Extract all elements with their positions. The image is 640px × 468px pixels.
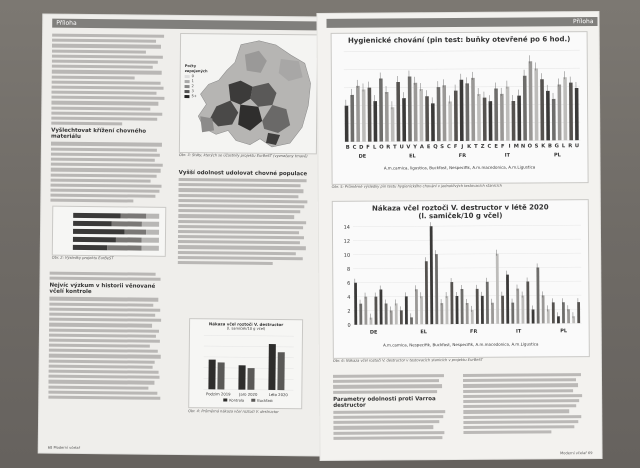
bar (547, 309, 550, 323)
small-chart-subtitle: (l. samiček/10 g včel) (226, 326, 266, 331)
left-heading-3: Nejvíc výzkum v historii věnované včelí kontrole (49, 282, 156, 296)
bar (374, 297, 377, 325)
x-tick-label: F (501, 143, 505, 150)
map-legend-title: Počty zapojených (184, 64, 208, 74)
map-legend (184, 64, 212, 99)
map-legend-item: 5+ (184, 94, 212, 99)
gridline (344, 50, 580, 52)
x-tick-label: R (568, 143, 573, 150)
small-chart-svg (189, 331, 302, 406)
right-heading-1: Parametry odolnosti proti Varroa destructor (333, 395, 436, 409)
hbar-segment (116, 237, 142, 242)
hbar-segment (112, 221, 142, 226)
x-tick-label: T (393, 144, 397, 151)
hygiene-chart-title: Hygienické chování (pin test: buňky otevřené po 6 hod.) (347, 35, 571, 45)
small-chart-title: Nákaza včel roztoči V. destructor (208, 321, 284, 328)
bar (380, 290, 383, 325)
left-column-text (50, 32, 170, 203)
gridline (353, 295, 581, 297)
mite-chart-caption: Obr. 6: Nákaza včel roztoči V. destructor v testovacích stanicích v projektu EurBeST (332, 357, 484, 363)
x-tick-label: Léto 2020 (268, 391, 288, 397)
bar (356, 86, 360, 142)
bar (454, 91, 458, 141)
bar (512, 101, 516, 141)
y-tick-label: 12 (343, 238, 351, 245)
gridline (353, 267, 581, 269)
country-label: IT (504, 152, 511, 159)
x-tick-label: K (541, 143, 546, 150)
bar (529, 61, 533, 140)
y-tick-label: 6 (347, 280, 351, 287)
right-header-label: Příloha (573, 18, 594, 26)
bar (562, 302, 565, 323)
hbar-segment (73, 213, 120, 218)
x-tick-label: B (345, 144, 350, 151)
country-label: DE (358, 153, 367, 160)
bar (575, 88, 579, 140)
bar (494, 89, 498, 141)
left-lower-text (48, 270, 168, 446)
gridline (353, 253, 581, 255)
bar (511, 303, 514, 324)
bar (395, 303, 398, 324)
bar (532, 309, 535, 323)
right-left-text (333, 372, 452, 453)
x-tick-label: A (419, 144, 424, 151)
bar (379, 79, 383, 142)
legend-swatch (251, 398, 255, 401)
x-tick-label: I (508, 143, 511, 150)
bar (460, 80, 464, 141)
country-label: EL (409, 153, 416, 160)
x-tick-label: K (467, 143, 472, 150)
hygiene-chart-caption: Obr. 5: Průměrné výsledky pin testu hygienického chování v jednotlivých testovacích stanicích (331, 183, 502, 189)
mite-chart (332, 199, 590, 359)
x-tick-label: U (399, 144, 404, 151)
bar (534, 68, 538, 140)
map-legend-item: 0 (185, 74, 213, 79)
bar (419, 89, 423, 141)
bar (362, 89, 366, 141)
x-tick-label: J (461, 143, 464, 150)
hygiene-chart-svg (332, 44, 588, 181)
hbar-segment (142, 222, 159, 227)
bar (440, 303, 443, 324)
bar (277, 352, 284, 390)
right-header-bar (326, 17, 597, 28)
hbar-chart (52, 206, 167, 257)
bar (364, 297, 367, 325)
hbar-segment (142, 238, 159, 243)
europe-map (179, 33, 318, 154)
hbar-segment (73, 229, 125, 235)
x-tick-label: F (453, 144, 458, 151)
bar (523, 76, 527, 141)
bar (448, 101, 452, 141)
gridline (353, 225, 581, 227)
bar (385, 304, 388, 325)
bar (476, 289, 479, 324)
x-tick-label: C (487, 143, 492, 150)
bar (208, 359, 215, 389)
hbar-segment (73, 245, 107, 250)
right-footer: Moderní včelař 69 (560, 451, 593, 456)
x-tick-label: D (359, 144, 364, 151)
bar (410, 317, 413, 324)
bar (402, 98, 406, 141)
bar (572, 316, 575, 323)
small-chart-caption: Obr. 4: Průměrná nákaza včel roztoči V. destructor (188, 409, 279, 415)
x-tick-label: U (574, 143, 580, 150)
bar (345, 106, 349, 142)
x-tick-label: B (548, 143, 553, 150)
hbar-caption: Obr. 2: Výsledky projektu EurBeST (51, 255, 114, 261)
x-tick-label: Y (413, 144, 418, 151)
x-tick-label: C (352, 144, 357, 151)
gridline (344, 68, 580, 70)
bar (567, 309, 570, 323)
bar (456, 296, 459, 324)
bar (354, 283, 357, 325)
bar (491, 303, 494, 324)
map-legend-item: 2 (185, 84, 213, 89)
bar (385, 92, 389, 142)
y-tick-label: 2 (347, 308, 351, 315)
left-header-label: Příloha (56, 19, 77, 27)
chart1-legend: A.m.carnica, ligustica, Buckfast, Nespecifik, A.m.macedonica, A.m.Ligustica (383, 164, 536, 171)
x-tick-label: F (366, 144, 370, 151)
bar (471, 78, 475, 141)
bar (486, 282, 489, 324)
bar (489, 101, 493, 141)
bar (471, 310, 474, 324)
x-tick-label: S (534, 143, 539, 150)
map-legend-item: 3 (184, 89, 212, 94)
mite-chart-svg (333, 219, 589, 359)
y-tick-label: 8 (347, 266, 351, 273)
country-label: EL (420, 329, 427, 336)
hbar-segment (120, 213, 146, 218)
left-footer: 68 Moderní včelař (47, 445, 81, 450)
bar (542, 295, 545, 323)
x-tick-label: E (494, 143, 498, 150)
legend-swatch (223, 398, 227, 401)
map-legend-item: 1 (185, 79, 213, 84)
x-tick-label: S (440, 144, 445, 151)
bar (516, 289, 519, 324)
bar (461, 289, 464, 324)
hbar-segment (73, 237, 116, 242)
bar (500, 94, 504, 141)
x-tick-label: O (527, 143, 533, 150)
x-tick-label: V (406, 144, 411, 151)
bar (552, 302, 555, 323)
bar (477, 94, 481, 141)
bar (414, 83, 418, 142)
y-tick-label: 14 (343, 224, 350, 231)
bar (526, 282, 529, 324)
gridline (353, 239, 581, 241)
bar (563, 77, 567, 140)
x-tick-label: R (386, 144, 391, 151)
bar (465, 83, 469, 141)
bar (408, 77, 412, 142)
bar (425, 261, 428, 324)
hbar-chart-svg (53, 207, 165, 256)
bar (577, 302, 580, 323)
bar (396, 82, 400, 141)
x-tick-label: Q (433, 144, 438, 151)
bar (405, 296, 408, 324)
bar (391, 107, 395, 141)
country-label: PL (560, 328, 568, 335)
bar (450, 282, 453, 324)
left-heading-2: Vyšší odolnost udolovat chovné populace (178, 169, 308, 178)
country-label: IT (516, 328, 522, 335)
y-tick-label: 10 (343, 252, 351, 259)
x-tick-label: E (426, 144, 431, 151)
x-tick-label: L (561, 143, 566, 150)
bar (425, 96, 429, 141)
bar (437, 87, 441, 141)
bar (431, 103, 435, 141)
x-tick-label: Z (480, 143, 485, 150)
bar (506, 275, 509, 324)
bar (373, 101, 377, 142)
bar (569, 83, 573, 141)
bar (481, 296, 484, 324)
hbar-segment (73, 221, 112, 226)
bar (442, 85, 446, 141)
y-tick-label: 0 (347, 322, 351, 329)
bar (552, 99, 556, 140)
bar (540, 79, 544, 140)
right-right-text (463, 371, 589, 452)
x-tick-label: O (379, 144, 384, 151)
bar (268, 344, 275, 390)
mite-chart-subtitle: (l. samiček/10 g včel) (418, 211, 503, 221)
bar (217, 362, 224, 389)
bar (536, 267, 539, 323)
legend-label: Kontrola (229, 398, 245, 403)
country-label: FR (470, 328, 478, 335)
bar (415, 289, 418, 324)
x-tick-label: T (474, 143, 478, 150)
bar (390, 310, 393, 324)
bar (517, 96, 521, 141)
hbar-segment (146, 214, 159, 219)
hbar-segment (125, 229, 147, 234)
map-caption: Obr. 3: Státy, kterých se účastnily projektu EurBeST (vyznačeny tmavě) (178, 152, 308, 159)
country-label: PL (553, 152, 561, 159)
country-label: FR (458, 152, 467, 160)
bar (466, 303, 469, 324)
bar (445, 296, 448, 324)
bar (420, 296, 423, 324)
x-tick-label: M (513, 143, 519, 150)
gridline (204, 335, 294, 336)
left-right-column-text (177, 167, 315, 316)
bar (496, 254, 499, 324)
bar (521, 296, 524, 324)
bar (557, 316, 560, 323)
mite-chart-title: Nákaza včel roztoči V. destructor v létě 2020 (371, 203, 549, 213)
bar (506, 87, 510, 141)
left-page (38, 14, 326, 457)
bar (483, 98, 487, 141)
bar (400, 310, 403, 324)
chart2-legend: A.m.carnica, Nespecifik, Buckfast, Nespecifik, A.m.macedonica, A.m.Ligustica (383, 341, 539, 348)
legend-label: Buckfast (257, 398, 273, 403)
bar (546, 91, 550, 141)
country-label: DE (369, 329, 378, 336)
x-tick-label: Podzim 2019 (206, 390, 231, 397)
bar (238, 365, 245, 389)
x-tick-label: G (554, 143, 559, 150)
x-tick-label: C (446, 144, 451, 151)
x-tick-label: L (373, 144, 377, 151)
left-header-bar (52, 19, 323, 31)
bar (501, 296, 504, 324)
y-tick-label: 4 (347, 294, 351, 301)
bar (370, 318, 373, 325)
hbar-segment (142, 246, 159, 251)
hbar-segment (107, 245, 141, 250)
bar (558, 84, 562, 140)
x-tick-label: N (520, 143, 526, 150)
x-tick-label: Jaro 2020 (239, 391, 258, 397)
bar (350, 95, 354, 142)
bar (247, 368, 254, 390)
hbar-segment (146, 230, 159, 235)
gridline (204, 346, 294, 347)
bar (430, 226, 433, 324)
gridline (353, 281, 581, 283)
small-bar-chart (188, 318, 303, 409)
left-heading-1: Vyšlechtovat křížení chovného materiálu (50, 128, 147, 141)
bar (359, 304, 362, 325)
hygiene-chart (331, 31, 589, 185)
right-page (316, 11, 602, 461)
bar (368, 88, 372, 142)
bar (435, 254, 438, 324)
